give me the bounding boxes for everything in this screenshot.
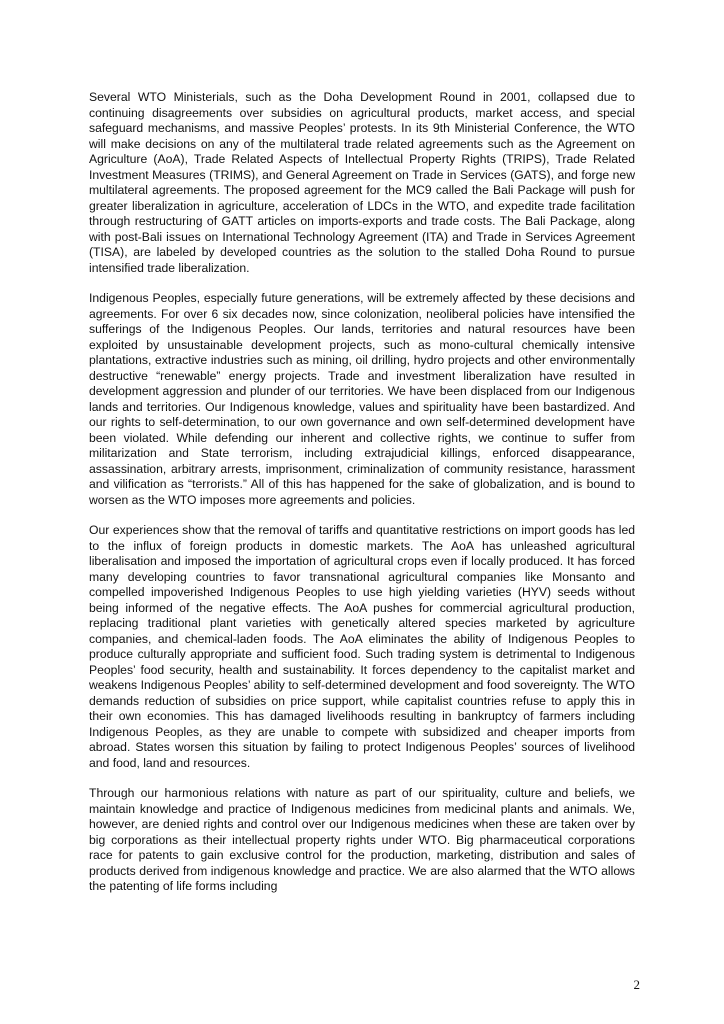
paragraph-indigenous-peoples-affected: Indigenous Peoples, especially future generations, will be extremely affected by these decisions and agreements. For over 6 six decades now, since colonization, neoliberal policies have intensified the sufferings of the Indigenous Peoples. Our lands, territories and natural resources have been exploited by unsustainable development projects, such as mono-cultural chemically intensive plantations, extractive industries such as mining, oil drilling, hydro projects and other environmentally destructive “renewable” energy projects. Trade and investment liberalization have resulted in development aggression and plunder of our territories. We have been displaced from our Indigenous lands and territories. Our Indigenous knowledge, values and spirituality have been bastardized. And our rights to self-determination, to our own governance and own self-determined development have been violated. While defending our inherent and collective rights, we continue to suffer from militarization and State terrorism, including extrajudicial killings, enforced disappearance, assassination, arbitrary arrests, imprisonment, criminalization of community resistance, harassment and vilification as “terrorists.” All of this has happened for the sake of globalization, and is bound to worsen as the WTO imposes more agreements and policies. xyxy=(89,291,635,507)
paragraph-wto-ministerials: Several WTO Ministerials, such as the Doha Development Round in 2001, collapsed due to continuing disagreements over subsidies on agricultural products, market access, and special safeguard mechanisms, and massive Peoples’ protests. In its 9th Ministerial Conference, the WTO will make decisions on any of the multilateral trade related agreements such as the Agreement on Agriculture (AoA), Trade Related Aspects of Intellectual Property Rights (TRIPS), Trade Related Investment Measures (TRIMS), and General Agreement on Trade in Services (GATS), and forge new multilateral agreements. The proposed agreement for the MC9 called the Bali Package will push for greater liberalization in agriculture, acceleration of LDCs in the WTO, and expedite trade facilitation through restructuring of GATT articles on imports-exports and trade costs. The Bali Package, along with post-Bali issues on International Technology Agreement (ITA) and Trade in Services Agreement (TISA), are labeled by developed countries as the solution to the stalled Doha Round to pursue intensified trade liberalization. xyxy=(89,90,635,275)
body-text xyxy=(89,90,635,910)
paragraph-tariff-experiences: Our experiences show that the removal of tariffs and quantitative restrictions on import goods has led to the influx of foreign products in domestic markets. The AoA has unleashed agricultural liberalisation and imposed the importation of agricultural crops even if locally produced. It has forced many developing countries to favor transnational agricultural companies like Monsanto and compelled impoverished Indigenous Peoples to use high yielding varieties (HYV) seeds without being informed of the negative effects. The AoA pushes for commercial agricultural production, replacing traditional plant varieties with genetically altered species marketed by agriculture companies, and chemical-laden foods. The AoA eliminates the ability of Indigenous Peoples to produce culturally appropriate and sufficient food. Such trading system is detrimental to Indigenous Peoples’ food security, health and sustainability. It forces dependency to the capitalist market and weakens Indigenous Peoples’ ability to self-determined development and food sovereignty. The WTO demands reduction of subsidies on price support, while capitalist countries refuse to apply this in their own economies. This has damaged livelihoods resulting in bankruptcy of farmers including Indigenous Peoples, as they are unable to compete with subsidized and cheaper imports from abroad. States worsen this situation by failing to protect Indigenous Peoples’ sources of livelihood and food, land and resources. xyxy=(89,523,635,770)
page-number: 2 xyxy=(633,977,640,992)
paragraph-indigenous-medicines: Through our harmonious relations with nature as part of our spirituality, culture and beliefs, we maintain knowledge and practice of Indigenous medicines from medicinal plants and animals. We, however, are denied rights and control over our Indigenous medicines when these are taken over by big corporations as their intellectual property rights under WTO. Big pharmaceutical corporations race for patents to gain exclusive control for the production, marketing, distribution and sales of products derived from indigenous knowledge and practice. We are also alarmed that the WTO allows the patenting of life forms including xyxy=(89,786,635,893)
